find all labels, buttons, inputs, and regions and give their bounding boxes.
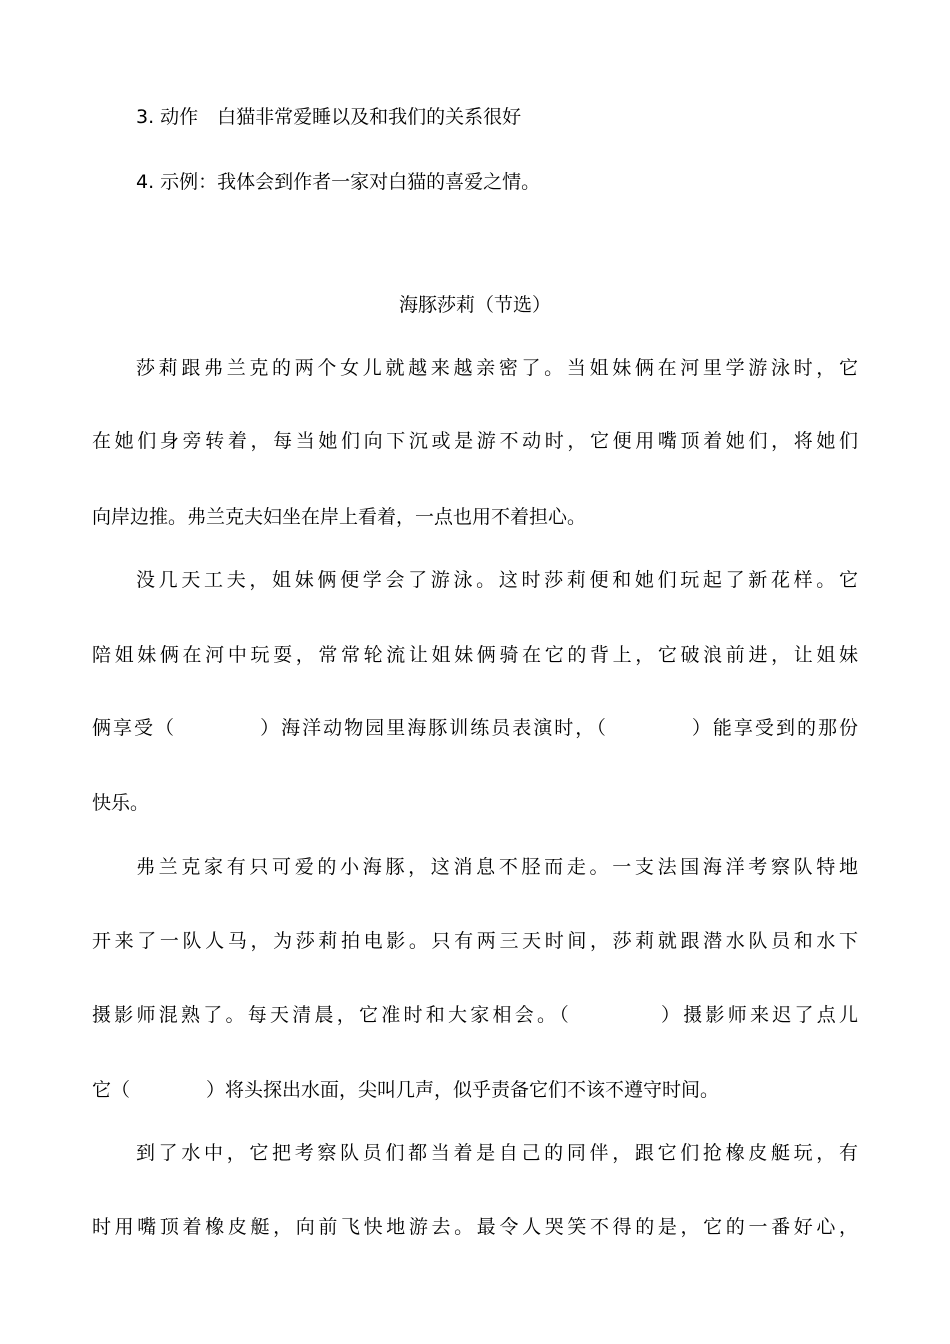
paragraph-line: 陪姐妹俩在河中玩耍，常常轮流让姐妹俩骑在它的背上，它破浪前进，让姐妹 [92, 644, 858, 666]
paragraph-line: 弗兰克家有只可爱的小海豚，这消息不胫而走。一支法国海洋考察队特地 [136, 856, 858, 878]
paragraph-line: 莎莉跟弗兰克的两个女儿就越来越亲密了。当姐妹俩在河里学游泳时，它 [136, 357, 858, 379]
paragraph-line: 没几天工夫，姐妹俩便学会了游泳。这时莎莉便和她们玩起了新花样。它 [136, 569, 858, 591]
paragraph-line: 开来了一队人马，为莎莉拍电影。只有两三天时间，莎莉就跟潜水队员和水下 [92, 930, 858, 952]
paragraph-line: 摄影师混熟了。每天清晨，它准时和大家相会。（ ）摄影师来迟了点儿 [92, 1004, 858, 1026]
paragraph-line: 它（ ）将头探出水面，尖叫几声，似乎责备它们不该不遵守时间。 [92, 1079, 720, 1101]
answer-4: 4. 示例：我体会到作者一家对白猫的喜爱之情。 [136, 171, 541, 193]
answer-3: 3. 动作 白猫非常爱睡以及和我们的关系很好 [136, 106, 522, 128]
paragraph-line: 快乐。 [92, 792, 150, 814]
paragraph-line: 俩享受（ ）海洋动物园里海豚训练员表演时，（ ）能享受到的那份 [92, 717, 858, 739]
passage-title: 海豚莎莉（节选） [398, 294, 551, 316]
paragraph-line: 时用嘴顶着橡皮艇，向前飞快地游去。最令人哭笑不得的是，它的一番好心， [92, 1216, 858, 1238]
paragraph-line: 在她们身旁转着，每当她们向下沉或是游不动时，它便用嘴顶着她们，将她们 [92, 430, 858, 452]
paragraph-line: 到了水中，它把考察队员们都当着是自己的同伴，跟它们抢橡皮艇玩，有 [136, 1142, 858, 1164]
paragraph-line: 向岸边推。弗兰克夫妇坐在岸上看着，一点也用不着担心。 [92, 506, 587, 528]
